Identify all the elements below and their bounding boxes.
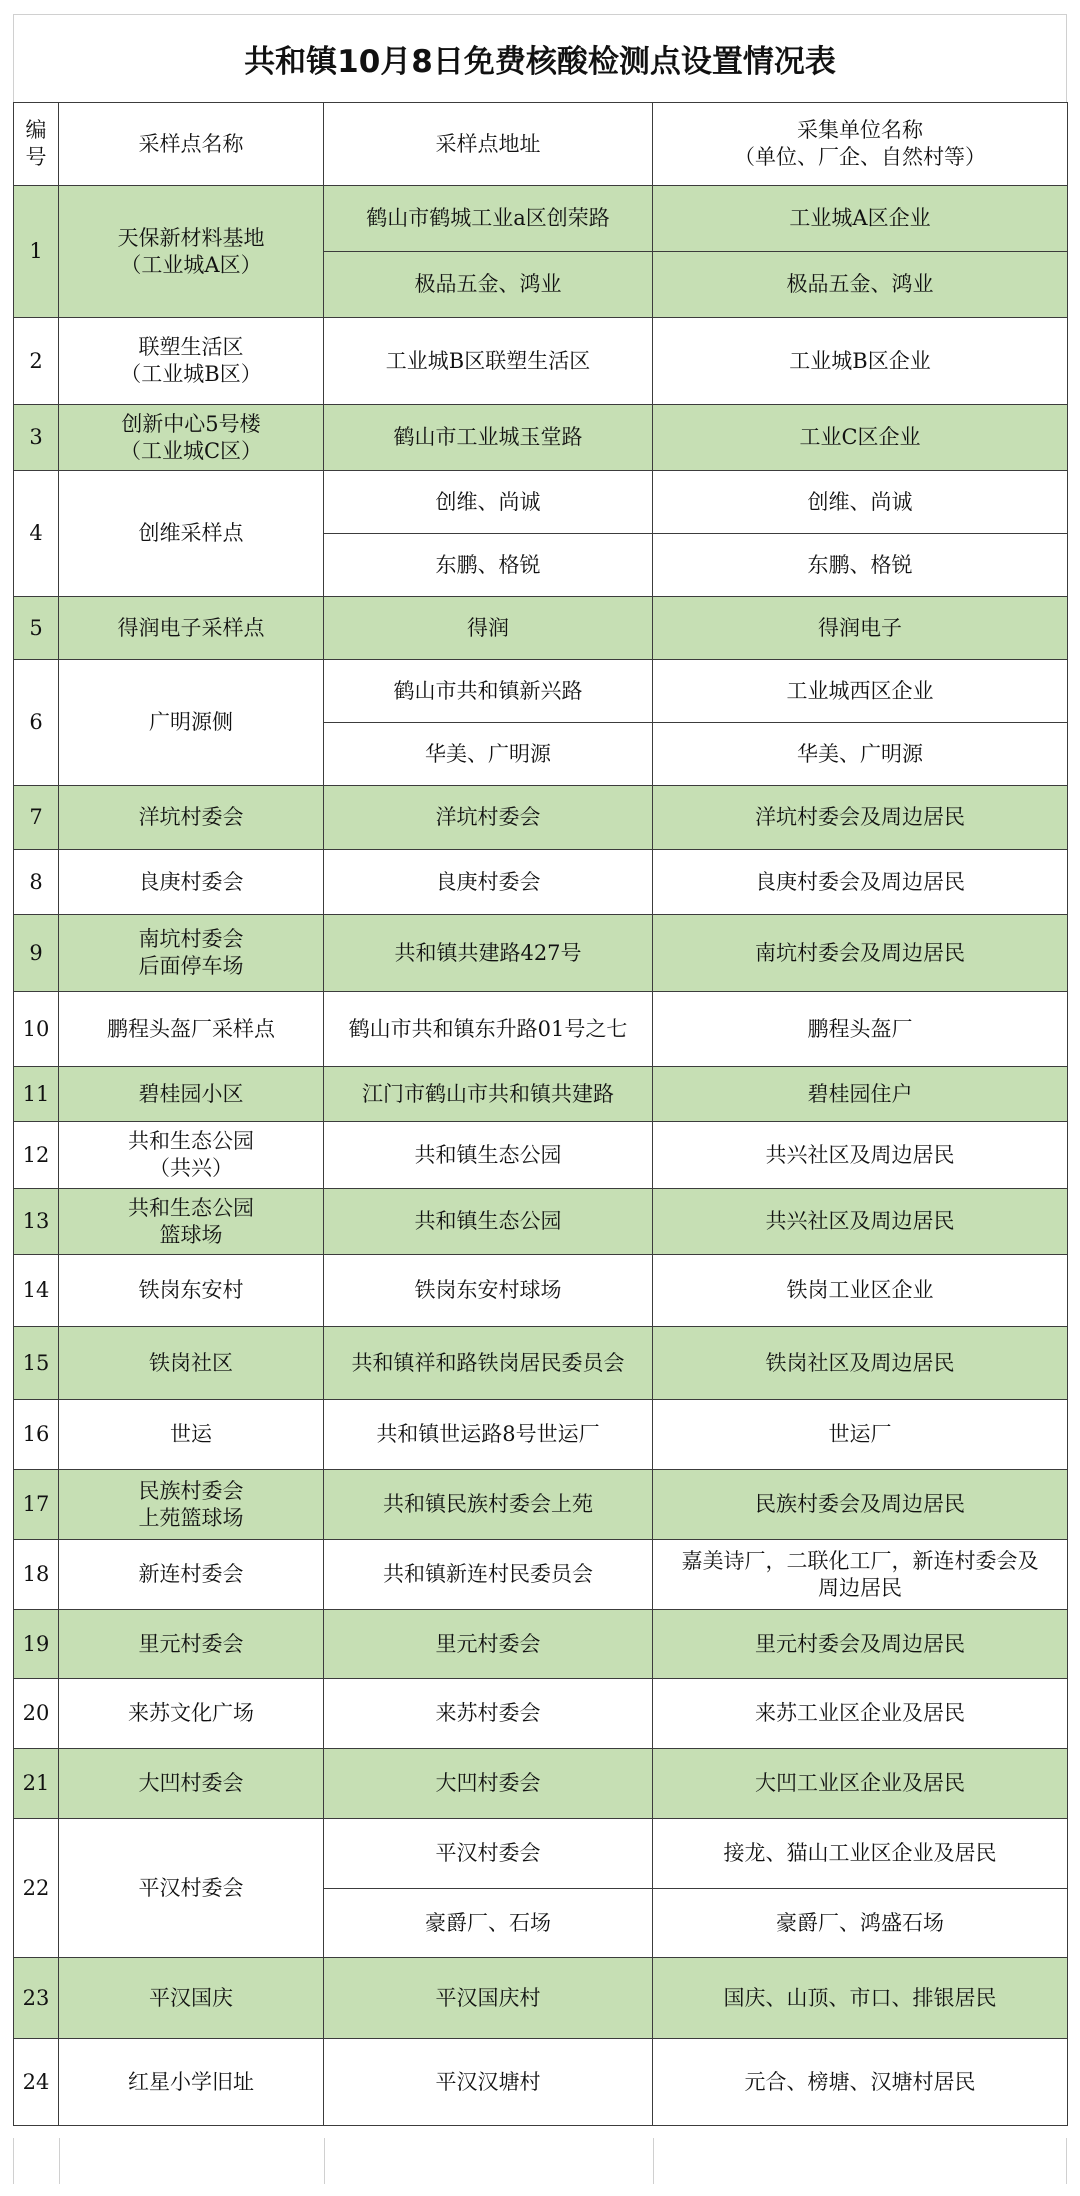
row-num: 23 bbox=[14, 1958, 59, 2039]
table-row bbox=[14, 186, 1068, 252]
row-name: 鹏程头盔厂采样点 bbox=[59, 992, 324, 1067]
row-name-line1: 天保新材料基地 bbox=[117, 225, 265, 250]
row-unit: 共兴社区及周边居民 bbox=[653, 1189, 1068, 1255]
row-name-line1: 共和生态公园 bbox=[128, 1195, 254, 1220]
row-unit-line1: 嘉美诗厂，二联化工厂，新连村委会及 bbox=[681, 1548, 1039, 1573]
row-address: 平汉国庆村 bbox=[324, 1958, 653, 2039]
header-row bbox=[14, 103, 1068, 186]
row-address: 共和镇生态公园 bbox=[324, 1189, 653, 1255]
row-address: 大凹村委会 bbox=[324, 1749, 653, 1819]
row-name-line1: 创新中心5号楼 bbox=[121, 411, 261, 436]
table-row bbox=[14, 471, 1068, 534]
table-row bbox=[14, 1958, 1068, 2039]
row-unit: 极品五金、鸿业 bbox=[653, 252, 1068, 318]
table-row bbox=[14, 1327, 1068, 1400]
row-address: 鹤山市工业城玉堂路 bbox=[324, 405, 653, 471]
table-row bbox=[14, 1470, 1068, 1540]
row-num: 17 bbox=[14, 1470, 59, 1540]
empty-grid-area bbox=[13, 2138, 1067, 2184]
row-address: 共和镇世运路8号世运厂 bbox=[324, 1400, 653, 1470]
row-name: 得润电子采样点 bbox=[59, 597, 324, 660]
row-address: 豪爵厂、石场 bbox=[324, 1889, 653, 1958]
row-num: 15 bbox=[14, 1327, 59, 1400]
table-row bbox=[14, 915, 1068, 992]
row-address: 江门市鹤山市共和镇共建路 bbox=[324, 1067, 653, 1122]
row-name-line1: 共和生态公园 bbox=[128, 1129, 254, 1153]
row-name: 里元村委会 bbox=[59, 1610, 324, 1679]
row-address: 共和镇新连村民委员会 bbox=[324, 1540, 653, 1610]
row-name bbox=[59, 1189, 324, 1255]
table-row bbox=[14, 850, 1068, 915]
row-unit: 鹏程头盔厂 bbox=[653, 992, 1068, 1067]
table-row bbox=[14, 1749, 1068, 1819]
header-name: 采样点名称 bbox=[59, 103, 324, 186]
row-address: 鹤山市共和镇东升路01号之七 bbox=[324, 992, 653, 1067]
row-address: 共和镇共建路427号 bbox=[324, 915, 653, 992]
row-num: 2 bbox=[14, 318, 59, 405]
row-unit: 来苏工业区企业及居民 bbox=[653, 1679, 1068, 1749]
row-num: 19 bbox=[14, 1610, 59, 1679]
row-address: 平汉汉塘村 bbox=[324, 2039, 653, 2126]
row-unit: 世运厂 bbox=[653, 1400, 1068, 1470]
row-unit: 工业C区企业 bbox=[653, 405, 1068, 471]
row-name-line1: 民族村委会 bbox=[138, 1478, 244, 1503]
row-name: 大凹村委会 bbox=[59, 1749, 324, 1819]
row-num: 7 bbox=[14, 786, 59, 850]
row-num: 11 bbox=[14, 1067, 59, 1122]
row-num: 21 bbox=[14, 1749, 59, 1819]
row-unit: 洋坑村委会及周边居民 bbox=[653, 786, 1068, 850]
row-name bbox=[59, 186, 324, 318]
header-num: 编号 bbox=[14, 103, 59, 186]
row-name: 新连村委会 bbox=[59, 1540, 324, 1610]
row-unit: 民族村委会及周边居民 bbox=[653, 1470, 1068, 1540]
table-row bbox=[14, 1540, 1068, 1610]
row-name-line2: （工业城C区） bbox=[119, 438, 263, 463]
row-address: 里元村委会 bbox=[324, 1610, 653, 1679]
row-unit: 国庆、山顶、市口、排银居民 bbox=[653, 1958, 1068, 2039]
row-num: 22 bbox=[14, 1819, 59, 1958]
table-row bbox=[14, 992, 1068, 1067]
row-name bbox=[59, 318, 324, 405]
row-num: 12 bbox=[14, 1122, 59, 1189]
row-address: 洋坑村委会 bbox=[324, 786, 653, 850]
row-name: 铁岗东安村 bbox=[59, 1255, 324, 1327]
row-unit-line2: 周边居民 bbox=[818, 1575, 902, 1600]
row-name: 创维采样点 bbox=[59, 471, 324, 597]
row-address: 共和镇祥和路铁岗居民委员会 bbox=[324, 1327, 653, 1400]
row-unit: 良庚村委会及周边居民 bbox=[653, 850, 1068, 915]
row-name-line2: （工业城B区） bbox=[120, 362, 262, 386]
row-num: 1 bbox=[14, 186, 59, 318]
table-row bbox=[14, 1610, 1068, 1679]
row-name bbox=[59, 915, 324, 992]
row-name-line2: （工业城A区） bbox=[120, 252, 262, 277]
row-name bbox=[59, 405, 324, 471]
row-address: 华美、广明源 bbox=[324, 723, 653, 786]
row-name: 铁岗社区 bbox=[59, 1327, 324, 1400]
row-unit: 工业城西区企业 bbox=[653, 660, 1068, 723]
row-address: 鹤山市共和镇新兴路 bbox=[324, 660, 653, 723]
row-name bbox=[59, 1470, 324, 1540]
table-row bbox=[14, 1067, 1068, 1122]
table-row bbox=[14, 597, 1068, 660]
row-unit bbox=[653, 1540, 1068, 1610]
table-row bbox=[14, 660, 1068, 723]
row-unit: 元合、榜塘、汉塘村居民 bbox=[653, 2039, 1068, 2126]
row-num: 6 bbox=[14, 660, 59, 786]
table-row bbox=[14, 1819, 1068, 1889]
row-num: 20 bbox=[14, 1679, 59, 1749]
row-name-line1: 南坑村委会 bbox=[138, 927, 244, 951]
header-unit-line2: （单位、厂企、自然村等） bbox=[734, 145, 986, 169]
header-unit-line1: 采集单位名称 bbox=[797, 118, 923, 142]
table-row bbox=[14, 786, 1068, 850]
row-name: 洋坑村委会 bbox=[59, 786, 324, 850]
row-address: 极品五金、鸿业 bbox=[324, 252, 653, 318]
row-address: 铁岗东安村球场 bbox=[324, 1255, 653, 1327]
row-name: 平汉村委会 bbox=[59, 1819, 324, 1958]
row-address: 东鹏、格锐 bbox=[324, 534, 653, 597]
row-unit: 共兴社区及周边居民 bbox=[653, 1122, 1068, 1189]
row-address: 共和镇生态公园 bbox=[324, 1122, 653, 1189]
row-name-line1: 联塑生活区 bbox=[138, 335, 244, 359]
table-row bbox=[14, 1400, 1068, 1470]
row-num: 18 bbox=[14, 1540, 59, 1610]
table-row bbox=[14, 1189, 1068, 1255]
row-num: 4 bbox=[14, 471, 59, 597]
row-name-line2: 篮球场 bbox=[159, 1222, 223, 1247]
grid-line bbox=[324, 2138, 325, 2184]
row-unit: 接龙、猫山工业区企业及居民 bbox=[653, 1819, 1068, 1889]
row-num: 13 bbox=[14, 1189, 59, 1255]
row-name: 来苏文化广场 bbox=[59, 1679, 324, 1749]
row-name: 世运 bbox=[59, 1400, 324, 1470]
table-row bbox=[14, 1679, 1068, 1749]
row-address: 得润 bbox=[324, 597, 653, 660]
row-name: 平汉国庆 bbox=[59, 1958, 324, 2039]
row-name: 红星小学旧址 bbox=[59, 2039, 324, 2126]
row-name-line2: （共兴） bbox=[149, 1156, 233, 1180]
row-name: 广明源侧 bbox=[59, 660, 324, 786]
row-unit: 工业城A区企业 bbox=[653, 186, 1068, 252]
row-num: 9 bbox=[14, 915, 59, 992]
row-num: 10 bbox=[14, 992, 59, 1067]
row-unit: 碧桂园住户 bbox=[653, 1067, 1068, 1122]
table-row bbox=[14, 405, 1068, 471]
row-address: 良庚村委会 bbox=[324, 850, 653, 915]
table-row bbox=[14, 2039, 1068, 2126]
row-num: 16 bbox=[14, 1400, 59, 1470]
row-num: 8 bbox=[14, 850, 59, 915]
row-name bbox=[59, 1122, 324, 1189]
row-address: 工业城B区联塑生活区 bbox=[324, 318, 653, 405]
table-row bbox=[14, 1122, 1068, 1189]
row-unit: 东鹏、格锐 bbox=[653, 534, 1068, 597]
row-name-line2: 后面停车场 bbox=[138, 954, 244, 978]
row-address: 平汉村委会 bbox=[324, 1819, 653, 1889]
row-num: 24 bbox=[14, 2039, 59, 2126]
testing-sites-table bbox=[13, 102, 1068, 2126]
row-unit: 得润电子 bbox=[653, 597, 1068, 660]
table-row bbox=[14, 318, 1068, 405]
row-name: 碧桂园小区 bbox=[59, 1067, 324, 1122]
header-unit bbox=[653, 103, 1068, 186]
row-unit: 里元村委会及周边居民 bbox=[653, 1610, 1068, 1679]
table-title: 共和镇10月8日免费核酸检测点设置情况表 bbox=[13, 14, 1067, 102]
row-unit: 铁岗工业区企业 bbox=[653, 1255, 1068, 1327]
row-unit: 创维、尚诚 bbox=[653, 471, 1068, 534]
row-address: 创维、尚诚 bbox=[324, 471, 653, 534]
row-name-line2: 上苑篮球场 bbox=[138, 1505, 244, 1530]
row-unit: 豪爵厂、鸿盛石场 bbox=[653, 1889, 1068, 1958]
row-unit: 铁岗社区及周边居民 bbox=[653, 1327, 1068, 1400]
row-address: 鹤山市鹤城工业a区创荣路 bbox=[324, 186, 653, 252]
row-num: 3 bbox=[14, 405, 59, 471]
row-num: 5 bbox=[14, 597, 59, 660]
table-row bbox=[14, 1255, 1068, 1327]
header-address: 采样点地址 bbox=[324, 103, 653, 186]
row-unit: 工业城B区企业 bbox=[653, 318, 1068, 405]
row-unit: 南坑村委会及周边居民 bbox=[653, 915, 1068, 992]
row-unit: 大凹工业区企业及居民 bbox=[653, 1749, 1068, 1819]
grid-line bbox=[653, 2138, 654, 2184]
row-unit: 华美、广明源 bbox=[653, 723, 1068, 786]
grid-line bbox=[59, 2138, 60, 2184]
row-address: 共和镇民族村委会上苑 bbox=[324, 1470, 653, 1540]
row-num: 14 bbox=[14, 1255, 59, 1327]
row-address: 来苏村委会 bbox=[324, 1679, 653, 1749]
row-name: 良庚村委会 bbox=[59, 850, 324, 915]
